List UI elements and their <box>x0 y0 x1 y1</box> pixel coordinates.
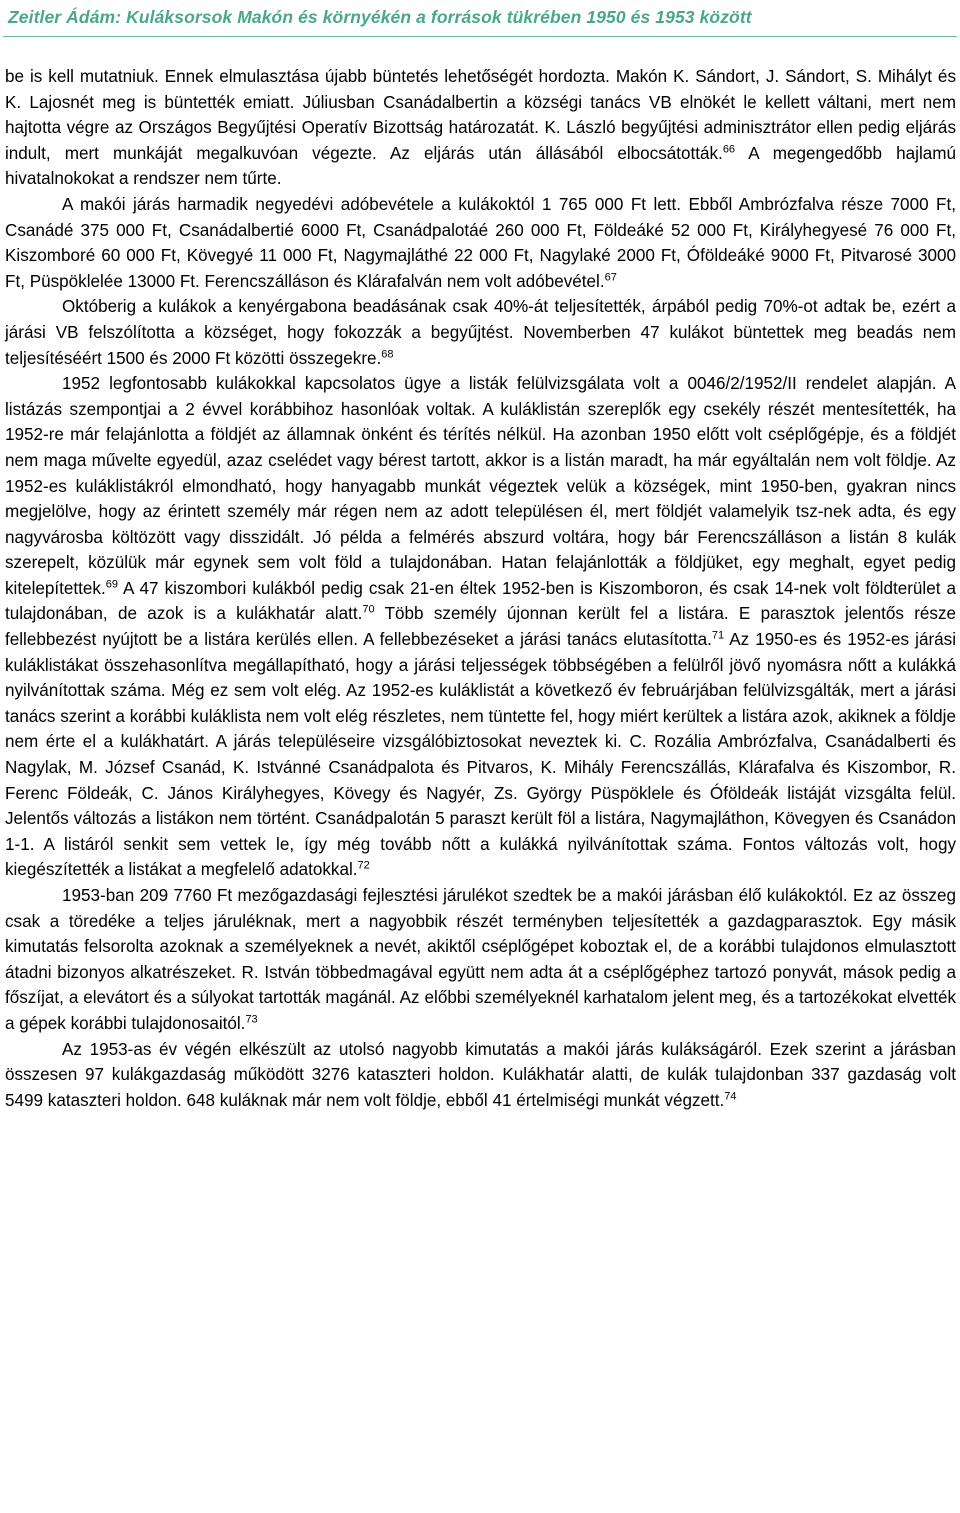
paragraph-text: Több személy újonnan került fel a listára. E parasztok jelentős része fellebbezést nyújtott be a listára kerülés ellen. A fellebbezéseket a járási tanács elutasította. <box>5 604 957 650</box>
footnote-ref: 67 <box>604 271 617 284</box>
paragraph-text: Ennek elmulasztása újabb büntetés lehetőségét hordozta. Makón K. Sándort, J. Sándort, S. Mihályt és K. Lajosnét meg is büntették emiatt. Júliusban Csanádalbertin a községi tanács VB elnökét le kellett váltani, mert nem hajtotta végre az Országos Begyűjtési Operatív Bizottság határozatát. K. László begyűjtési adminisztrátor ellen pedig eljárás indult, mert munkáját megalkuvóan végezte. Az eljárás után állásából elbocsátották. <box>5 67 956 163</box>
header-title: Zeitler Ádám: Kuláksorsok Makón és környékén a források tükrében 1950 és 1953 között <box>8 7 752 27</box>
header-divider <box>3 36 957 37</box>
footnote-ref: 71 <box>711 629 725 642</box>
paragraph <box>5 371 956 883</box>
running-header <box>0 0 960 36</box>
footnote-ref: 70 <box>362 603 375 616</box>
paragraph <box>5 64 956 192</box>
document-body <box>5 64 956 1113</box>
paragraph-text: Az 1950-es és 1952-es járási kuláklistákat összehasonlítva megállapítható, hogy a járási teljességek többségében a felülről jövő nyomásra nőtt a kulákká nyilvánítottak száma. Még ez sem volt elég. Az 1952-es kuláklistát a következő év februárjában felülvizsgálták, mert a járási tanács szerint a korábbi kuláklista nem volt elég részletes, nem tüntette fel, hogy miért kerültek a listára azok, akiknek a földje nem érte el a kulákhatárt. A járás településeire vizsgálóbiztosokat neveztek ki. C. Rozália Ambrózfalva, Csanádalberti és Nagylak, M. József Csanád, K. Istvánné Csanádpalota és Pitvaros, K. Mihály Ferencszállás, Klárafalva és Kiszombor, R. Ferenc Földeák, C. János Királyhegyes, Kövegy és Nagyér, Zs. György Püspöklele és Óföldeák listáját vizsgálta felül. Jelentős változás a listákon nem történt. Csanádpalotán 5 paraszt került föl a listára, Nagymajláthon, Kövegyen és Csanádon 1-1. A listáról senkit sem vettek le, így még tovább nőtt a kulákká nyilvánítottak száma. Fontos változás volt, hogy kiegészítették a listákat a megfelelő adatokkal. <box>5 630 956 880</box>
paragraph-text: be is kell mutatniuk. <box>5 67 159 86</box>
paragraph-text: Az 1953-as év végén elkészült az utolsó nagyobb kimutatás a makói járás kulákságáról. Ezek szerint a járásban összesen 97 kulákgazdaság működött 3276 kataszteri holdon. Kulákhatár alatti, de kulák tulajdonban 337 gazdaság volt 5499 kataszteri holdon. 648 kuláknak már nem volt földje, ebből 41 értelmiségi munkát végzett. <box>5 1039 956 1110</box>
paragraph-text: A megengedőbb hajlamú hivatalnokokat a rendszer nem tűrte. <box>5 143 957 189</box>
paragraph-text: A 47 kiszombori kulákból pedig csak 21-en éltek 1952-ben is Kiszomboron, és csak 14-nek volt földterület a tulajdonában, de azok is a kulákhatár alatt. <box>5 578 956 624</box>
paragraph <box>5 1037 956 1114</box>
footnote-ref: 68 <box>381 347 394 360</box>
footnote-ref: 74 <box>724 1090 737 1103</box>
paragraph-text: A makói járás harmadik negyedévi adóbevétele a kulákoktól 1 765 000 Ft lett. Ebből Ambrózfalva része 7000 Ft, Csanádé 375 000 Ft, Csanádalbertié 6000 Ft, Csanádpalotáé 260 000 Ft, Földeáké 52 000 Ft, Királyhegyesé 76 000 Ft, Kiszomboré 60 000 Ft, Kövegyé 11 000 Ft, Nagymajláthé 22 000 Ft, Nagylaké 2000 Ft, Óföldeáké 9000 Ft, Pitvarosé 3000 Ft, Püspöklelée 13000 Ft. Ferencszálláson és Klárafalván nem volt adóbevétel. <box>5 194 956 291</box>
paragraph <box>5 294 956 371</box>
paragraph-text: Októberig a kulákok a kenyérgabona beadásának csak 40%-át teljesítették, árpából pedig 70%-ot adtak be, ezért a járási VB felszólította a községet, hogy fokozzák a begyűjtést. Novemberben 47 kulákot büntettek meg beadás nem teljesítéséért 1500 és 2000 Ft közötti összegekre. <box>5 297 956 368</box>
paragraph <box>5 192 956 294</box>
paragraph <box>5 883 956 1037</box>
paragraph-text: 1952 legfontosabb kulákokkal kapcsolatos ügye a listák felülvizsgálata volt a 0046/2/1952/II rendelet alapján. A listázás szempontjai a 2 évvel korábbihoz hasonlóak voltak. A kuláklistán szereplők egy csekély részét mentesítették, ha 1952-re már felajánlotta a földjét az államnak önként és térítés nélkül. Ha azonban 1950 előtt volt cséplőgépje, és a földjét nem maga művelte egyedül, azaz cselédet vagy bérest tartott, akkor is a listán maradt, ha már egyáltalán nem volt földje. Az 1952-es kuláklistákról elmondható, hogy hanyagabb munkát végeztek velük a községek, mint 1950-ben, gyakran nincs megjelölve, hogy az érintett személy már régen nem az adott településen él, mert földjét valamelyik tsz-nek adta, és egy nagyvárosba költözött vagy disszidált. Jó példa a felmérés abszurd voltára, hogy bár Ferencszálláson a listán 8 kulák szerepelt, közülük már egynek sem volt föld a tulajdonában. Hatan felajánlották a földjüket, egy meghalt, egyet pedig kitelepítettek. <box>5 374 956 598</box>
footnote-ref: 73 <box>245 1013 258 1026</box>
footnote-ref: 69 <box>105 578 118 591</box>
footnote-ref: 72 <box>357 859 370 872</box>
footnote-ref: 66 <box>722 143 736 156</box>
paragraph-text: 1953-ban 209 7760 Ft mezőgazdasági fejlesztési járulékot szedtek be a makói járásban élő kulákoktól. Ez az összeg csak a töredéke a teljes járuléknak, mert a nagyobbik részét terményben teljesítették a gazdagparasztok. Egy másik kimutatás felsorolta azoknak a személyeknek a nevét, akiktől cséplőgépet koboztak el, de a korábbi tulajdonos elmulasztott átadni bizonyos alkatrészeket. R. István többedmagával együtt nem adta át a cséplőgéphez tartozó ponyvát, mások pedig a főszíjat, a elevátort és a súlyokat tartották magánál. Az előbbi személyeknél karhatalom jelent meg, és a tartozékokat elvették a gépek korábbi tulajdonosaitól. <box>5 886 956 1033</box>
